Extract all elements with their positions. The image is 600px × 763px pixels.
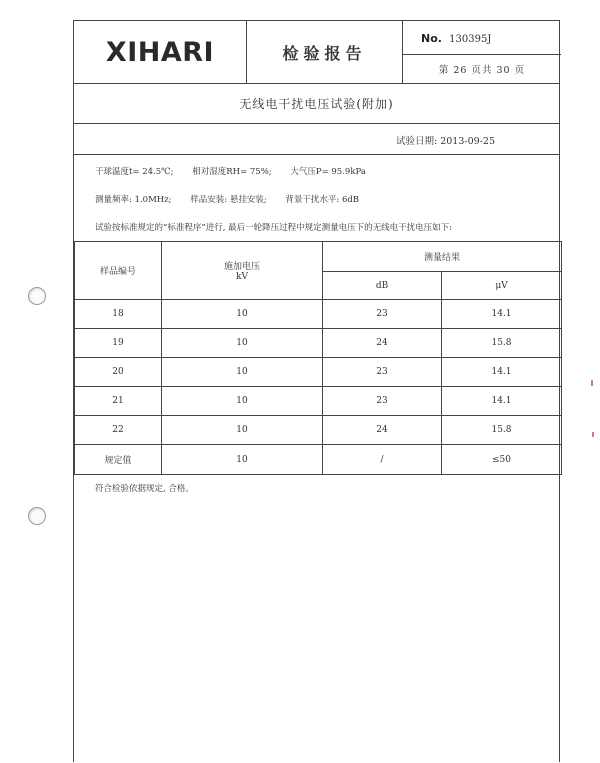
cell-voltage: 10: [162, 416, 323, 445]
report-number-label: No.: [421, 32, 442, 45]
atmospheric-pressure: 大气压P= 95.9kPa: [290, 167, 366, 177]
test-date: 试验日期: 2013-09-25: [396, 136, 495, 147]
cell-uv: 15.8: [442, 329, 562, 358]
table-row: [75, 329, 562, 358]
edge-mark: [592, 432, 594, 437]
dry-bulb-temperature: 干球温度t= 24.5℃;: [95, 167, 174, 177]
table-row: [75, 358, 562, 387]
cell-db: 24: [323, 329, 442, 358]
report-sheet: [73, 20, 560, 762]
spec-label: 规定值: [75, 445, 162, 475]
punch-hole-bottom: [28, 507, 46, 525]
cell-voltage: 10: [162, 329, 323, 358]
header-db: dB: [323, 272, 442, 300]
spec-row: [75, 445, 562, 475]
header-voltage-label: 施加电压: [223, 262, 260, 272]
test-title: 无线电干扰电压试验(附加): [239, 96, 394, 111]
cell-db: 23: [323, 358, 442, 387]
punch-hole-top: [28, 287, 46, 305]
cell-sample: 22: [75, 416, 162, 445]
cell-db: 24: [323, 416, 442, 445]
edge-mark: [591, 380, 593, 386]
cell-uv: 14.1: [442, 358, 562, 387]
cell-db: 23: [323, 300, 442, 329]
header-sample-no: 样品编号: [75, 242, 162, 300]
procedure-statement: 试验按标准规定的“标准程序”进行, 最后一轮降压过程中规定测量电压下的无线电干扰电压如下:: [95, 223, 452, 233]
report-number: 130395J: [449, 34, 492, 45]
results-table: [74, 241, 562, 475]
cell-uv: 14.1: [442, 387, 562, 416]
relative-humidity: 相对湿度RH= 75%;: [192, 167, 272, 177]
cell-voltage: 10: [162, 358, 323, 387]
report-number-cell: [403, 21, 561, 55]
header-results: 测量结果: [323, 242, 562, 272]
cell-db: 23: [323, 387, 442, 416]
divider: [74, 154, 559, 155]
conclusion: 符合检验依据规定, 合格。: [95, 484, 194, 494]
background-level: 背景干扰水平: 6dB: [285, 195, 360, 205]
cell-voltage: 10: [162, 387, 323, 416]
cell-sample: 21: [75, 387, 162, 416]
measurement-conditions: [95, 193, 375, 205]
table-row: [75, 387, 562, 416]
cell-sample: 18: [75, 300, 162, 329]
cell-voltage: 10: [162, 300, 323, 329]
spec-uv: ≤50: [442, 445, 562, 475]
spec-voltage: 10: [162, 445, 323, 475]
cell-sample: 20: [75, 358, 162, 387]
header-voltage-unit: kV: [236, 272, 248, 282]
sample-mounting: 样品安装: 悬挂安装;: [190, 195, 267, 205]
table-row: [75, 300, 562, 329]
table-row: [75, 416, 562, 445]
environment-conditions: [95, 165, 382, 177]
page-info: 第 26 页共 30 页: [438, 65, 526, 76]
header-uv: μV: [442, 272, 562, 300]
cell-uv: 15.8: [442, 416, 562, 445]
spec-db: /: [323, 445, 442, 475]
company-logo: XIHARI: [74, 21, 247, 83]
table-header-row: [75, 242, 562, 272]
cell-uv: 14.1: [442, 300, 562, 329]
cell-sample: 19: [75, 329, 162, 358]
report-title: 检验报告: [247, 21, 403, 83]
header-applied-voltage: [162, 242, 323, 300]
measurement-frequency: 测量频率: 1.0MHz;: [95, 195, 172, 205]
divider: [74, 123, 559, 124]
